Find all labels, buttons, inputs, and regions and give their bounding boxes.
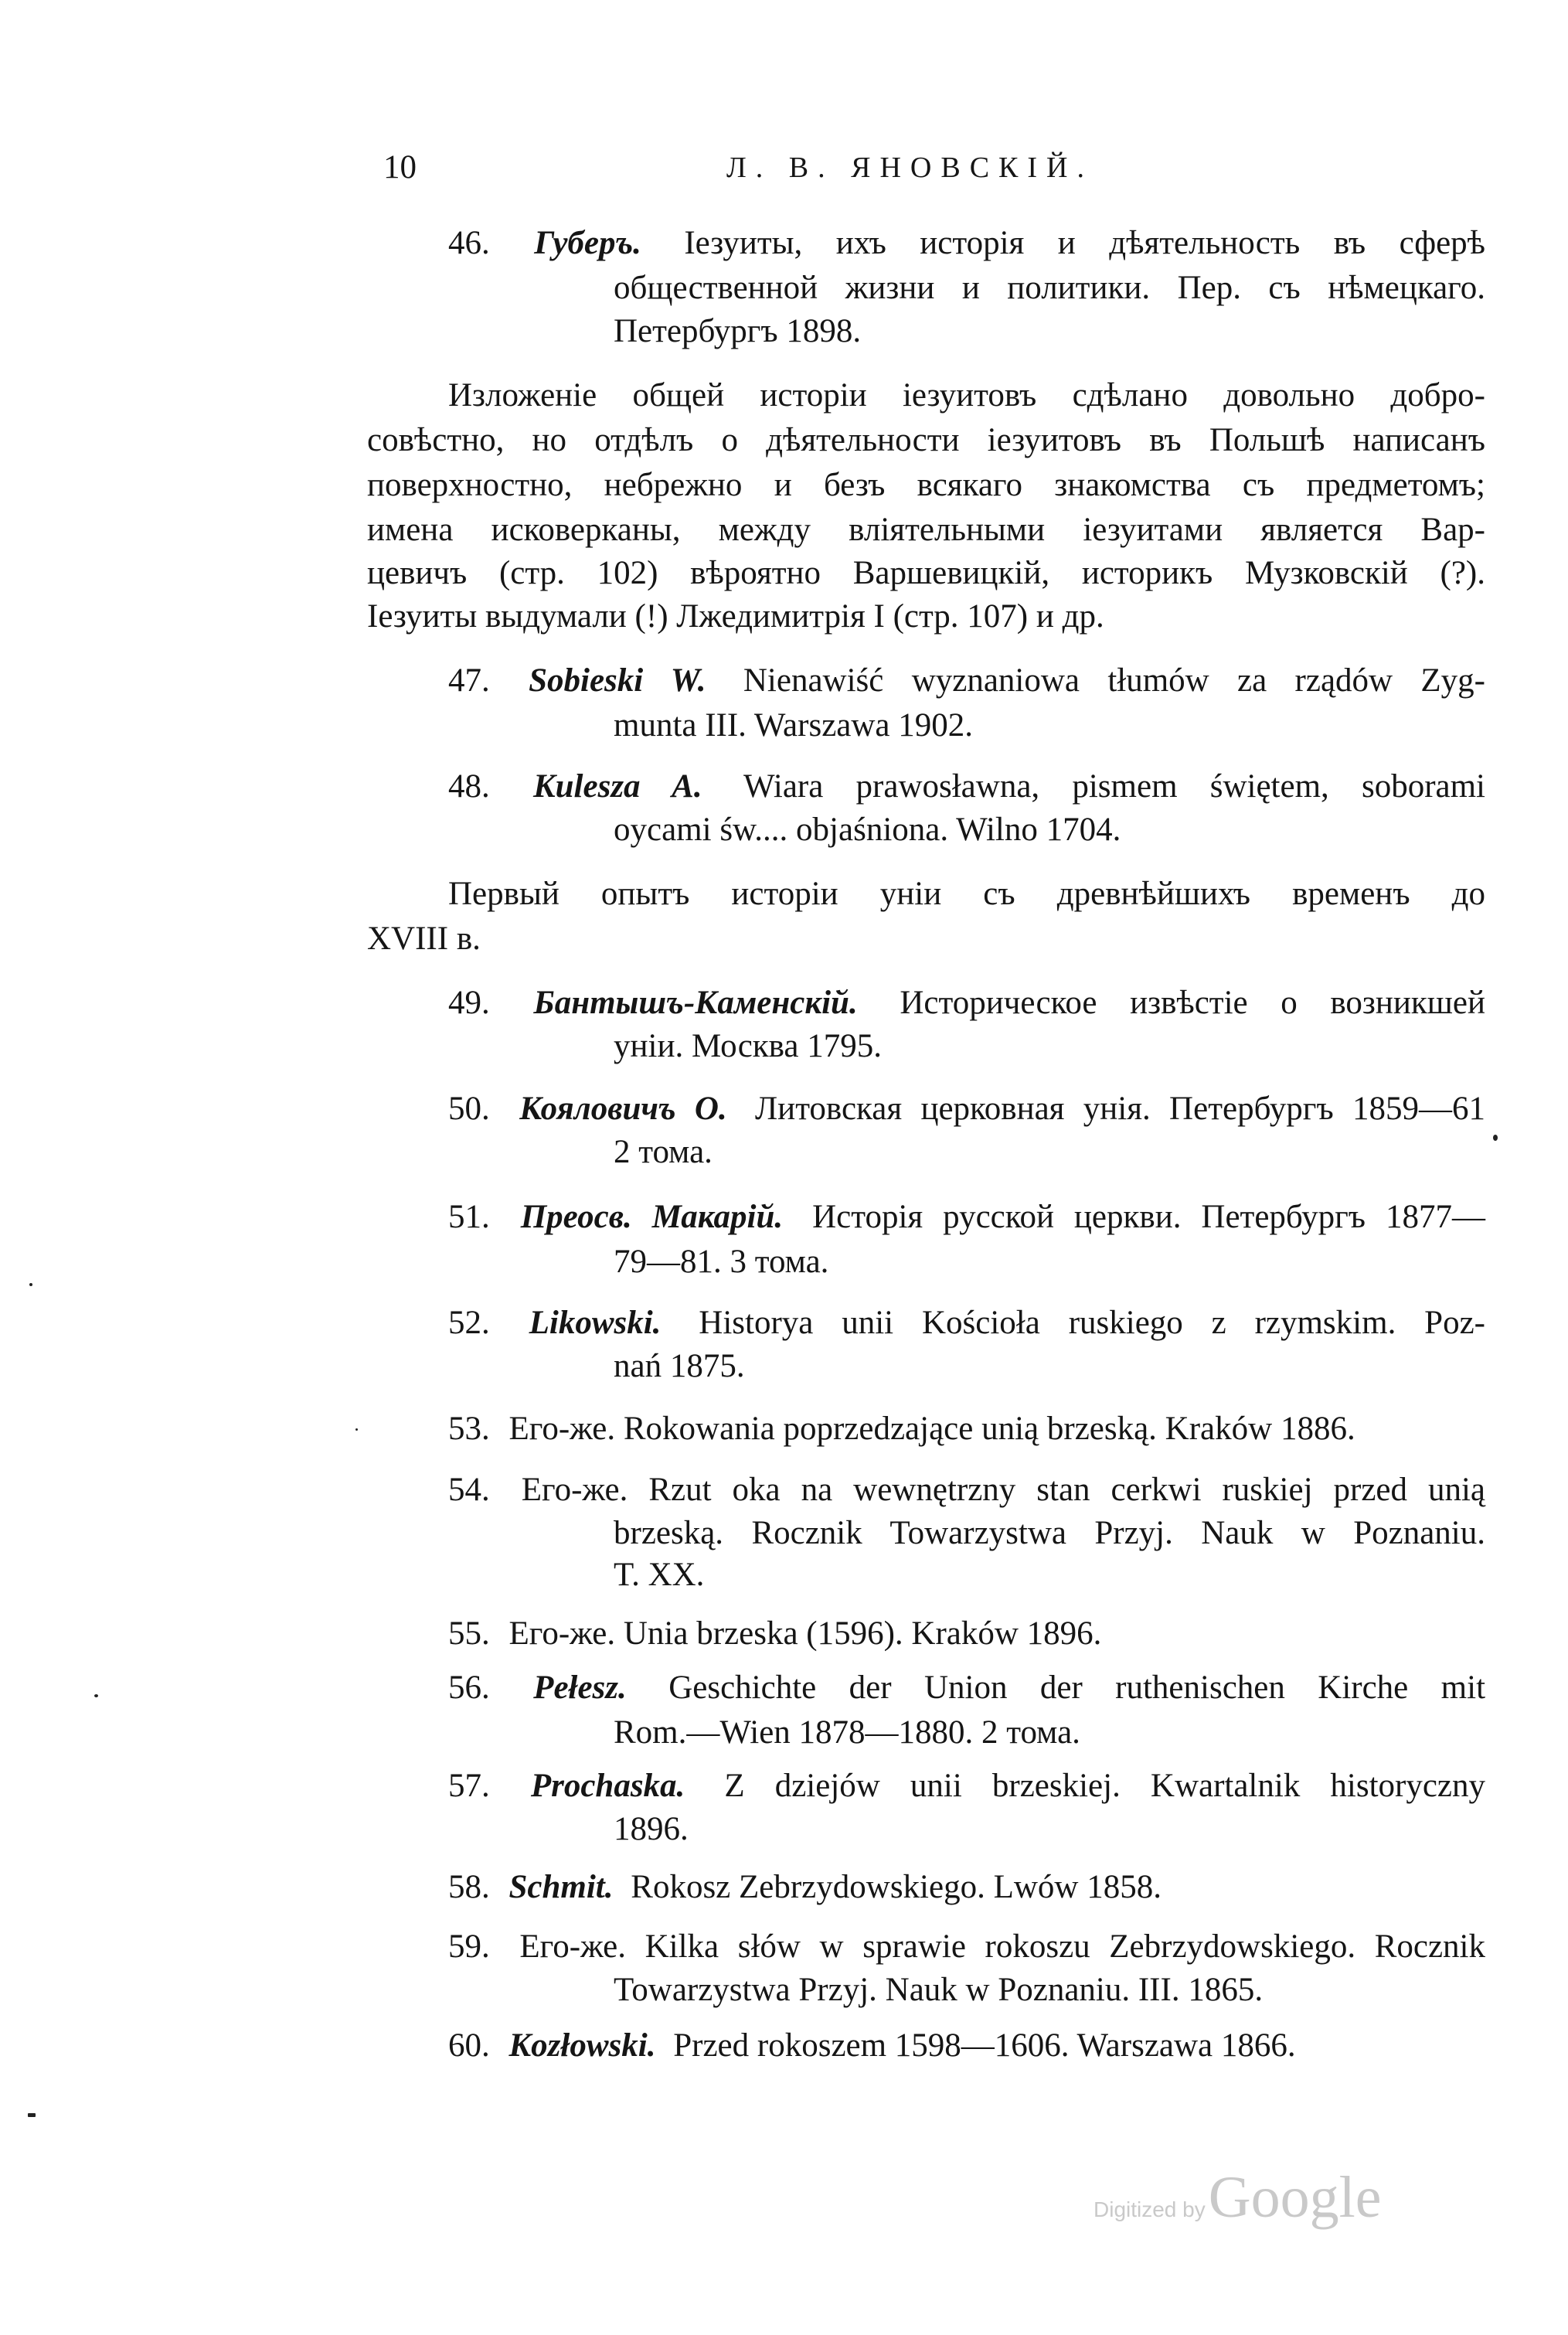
line-text: Wiara prawosławna, pismem świętem, soborami (743, 768, 1485, 805)
scan-speck (29, 1283, 32, 1286)
line-text: Іезуиты выдумали (!) Лжедимитрія I (стр. 107) и др. (367, 598, 1104, 635)
line-text: имена исковерканы, между вліятельными іезуитами является Вар- (367, 512, 1485, 548)
entry-author: Преосв. Макарій. (520, 1199, 784, 1235)
bibliography-entry-line (448, 221, 1485, 266)
entry-author: Бантышъ-Каменскій. (533, 985, 858, 1021)
page-number: 10 (383, 149, 417, 186)
line-text: Первый опытъ исторіи уніи съ древнѣйшихъ временъ до (448, 876, 1485, 912)
line-text: munta III. Warszawa 1902. (614, 707, 974, 744)
entry-author: Kulesza A. (532, 768, 702, 805)
bibliography-entry-line (614, 1130, 713, 1175)
line-text: Іезуиты, ихъ исторія и дѣятельность въ сферѣ (684, 225, 1486, 261)
entry-author: Губеръ. (534, 225, 641, 261)
bibliography-entry-line (448, 1865, 1162, 1910)
entry-author: Schmit. (508, 1869, 614, 1905)
line-text: oycami św.... objaśniona. Wilno 1704. (614, 812, 1121, 848)
line-text: Петербургъ 1898. (614, 313, 862, 349)
entry-number: 59. (448, 1928, 490, 1965)
entry-number: 58. (448, 1869, 490, 1905)
bibliography-entry-line (448, 1087, 1485, 1132)
bibliography-entry-line (614, 1024, 882, 1069)
commentary-line (367, 418, 1485, 463)
line-text: Его-же. Rokowania poprzedzające unią brzeską. Kraków 1886. (508, 1411, 1355, 1447)
line-text: Литовская церковная унія. Петербургъ 1859—61 (755, 1091, 1485, 1127)
line-text: цевичъ (стр. 102) вѣроятно Варшевицкій, историкъ Музковскій (?). (367, 555, 1485, 591)
line-text: Nienawiść wyznaniowa tłumów za rządów Zyg- (743, 662, 1485, 699)
line-text: Изложеніе общей исторіи іезуитовъ сдѣлано довольно добро- (448, 377, 1485, 414)
commentary-line (367, 463, 1485, 508)
line-text: Geschichte der Union der ruthenischen Kirche mit (668, 1670, 1486, 1706)
bibliography-entry-line (448, 764, 1485, 809)
entry-author: Likowski. (529, 1305, 662, 1341)
entry-number: 50. (448, 1091, 490, 1127)
scan-speck (355, 1428, 358, 1431)
line-text: общественной жизни и политики. Пер. съ нѣмецкаго. (614, 270, 1485, 306)
line-text: Его-же. Unia brzeska (1596). Kraków 1896. (508, 1615, 1102, 1652)
entry-number: 60. (448, 2027, 490, 2064)
bibliography-entry-line (448, 659, 1485, 703)
scan-speck (1493, 1135, 1498, 1141)
line-text: Przed rokoszem 1598—1606. Warszawa 1866. (673, 2027, 1296, 2064)
bibliography-entry-line (614, 1553, 704, 1598)
line-text: 79—81. 3 тома. (614, 1244, 829, 1280)
bibliography-entry-line (448, 1666, 1485, 1710)
bibliography-entry-line (614, 808, 1121, 853)
line-text: Его-же. Kilka słów w sprawie rokoszu Zebrzydowskiego. Rocznik (519, 1928, 1486, 1965)
entry-author: Sobieski W. (529, 662, 706, 699)
line-text: уніи. Москва 1795. (614, 1028, 883, 1064)
bibliography-entry-line (614, 1710, 1080, 1755)
line-text: совѣстно, но отдѣлъ о дѣятельности іезуитовъ въ Польшѣ написанъ (367, 422, 1485, 458)
commentary-line (367, 508, 1485, 553)
bibliography-entry-line (448, 1764, 1485, 1809)
line-text: Rom.—Wien 1878—1880. 2 тома. (614, 1714, 1080, 1751)
running-head: Л. В. ЯНОВСКІЙ. (726, 151, 1094, 184)
bibliography-entry-line (448, 2024, 1296, 2068)
line-text: 2 тома. (614, 1134, 713, 1170)
line-text: nań 1875. (614, 1348, 745, 1384)
commentary-line (367, 917, 481, 962)
entry-number: 46. (448, 225, 490, 261)
entry-number: 57. (448, 1768, 490, 1804)
bibliography-entry-line (448, 1612, 1101, 1656)
line-text: Towarzystwa Przyj. Nauk w Poznaniu. III. 1865. (614, 1972, 1264, 2008)
line-text: поверхностно, небрежно и безъ всякаго знакомства съ предметомъ; (367, 467, 1485, 503)
line-text: T. XX. (614, 1557, 705, 1593)
bibliography-entry-line (614, 266, 1485, 311)
line-text: Его-же. Rzut oka na wewnętrzny stan cerkwi ruskiej przed unią (521, 1472, 1486, 1508)
bibliography-entry-line (614, 1240, 828, 1285)
entry-number: 49. (448, 985, 490, 1021)
bibliography-entry-line (448, 1407, 1355, 1452)
line-text: Исторія русской церкви. Петербургъ 1877— (812, 1199, 1485, 1235)
entry-number: 53. (448, 1411, 490, 1447)
entry-author: Кояловичъ О. (519, 1091, 727, 1127)
line-text: Rokosz Zebrzydowskiego. Lwów 1858. (631, 1869, 1162, 1905)
bibliography-entry-line (448, 1925, 1485, 1969)
bibliography-entry-line (614, 1511, 1485, 1556)
line-text: XVIII в. (367, 921, 481, 957)
commentary-line (448, 373, 1485, 418)
entry-number: 55. (448, 1615, 490, 1652)
scan-speck (94, 1694, 98, 1697)
bibliography-entry-line (614, 1807, 689, 1852)
bibliography-entry-line (448, 1195, 1485, 1240)
google-watermark (1094, 2164, 1381, 2231)
commentary-line (448, 872, 1485, 917)
bibliography-entry-line (614, 309, 861, 354)
bibliography-entry-line (614, 1344, 745, 1389)
line-text: 1896. (614, 1811, 689, 1847)
bibliography-entry-line (614, 703, 973, 748)
commentary-line (367, 594, 1104, 639)
bibliography-entry-line (448, 1468, 1485, 1513)
entry-author: Kozłowski. (508, 2027, 656, 2064)
watermark-prefix: Digitized by (1094, 2197, 1206, 2221)
line-text: Historya unii Kościoła ruskiego z rzymskim. Poz- (699, 1305, 1485, 1341)
entry-number: 51. (448, 1199, 490, 1235)
entry-author: Pełesz. (533, 1670, 627, 1706)
entry-number: 54. (448, 1472, 490, 1508)
bibliography-entry-line (614, 1968, 1263, 2013)
entry-number: 56. (448, 1670, 490, 1706)
bibliography-entry-line (448, 981, 1485, 1026)
entry-number: 48. (448, 768, 490, 805)
line-text: brzeską. Rocznik Towarzystwa Przyj. Nauk w Poznaniu. (614, 1515, 1485, 1551)
watermark-brand: Google (1208, 2165, 1382, 2230)
entry-number: 52. (448, 1305, 490, 1341)
entry-author: Prochaska. (530, 1768, 685, 1804)
commentary-line (367, 551, 1485, 596)
line-text: Историческое извѣстіе о возникшей (900, 985, 1486, 1021)
entry-number: 47. (448, 662, 490, 699)
scan-speck (28, 2113, 36, 2117)
bibliography-entry-line (448, 1301, 1485, 1346)
line-text: Z dziejów unii brzeskiej. Kwartalnik historyczny (724, 1768, 1486, 1804)
